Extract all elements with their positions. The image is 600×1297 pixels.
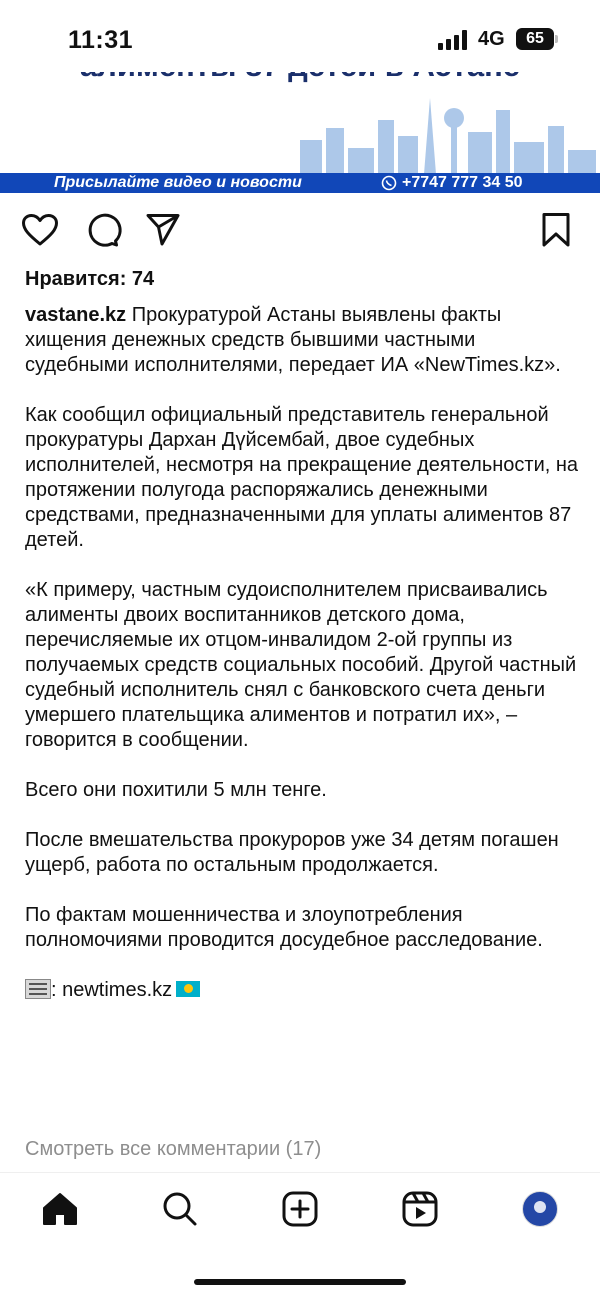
caption-paragraph [25,303,581,378]
battery-tip [555,35,558,43]
status-time: 11:31 [68,26,134,54]
create-post-icon[interactable] [278,1187,322,1231]
caption-source-line [25,978,581,1003]
share-icon[interactable] [143,208,183,252]
post-media[interactable] [0,72,600,193]
kazakhstan-flag-icon [176,981,200,997]
heart-icon[interactable] [20,208,60,252]
caption-username[interactable]: vastane.kz [25,304,127,326]
home-icon[interactable] [38,1187,82,1231]
profile-avatar[interactable] [518,1187,562,1231]
media-contact-band [0,173,600,193]
caption-paragraph: Всего они похитили 5 млн тенге. [25,779,327,801]
caption-paragraph: «К примеру, частным судоисполнителем присваивались алименты двоих воспитанников детского дома, перечисляемые их отцом-инвалидом 2-ой группы из получаемых средств социальных пособий. Другой частный судебный исполнитель снял с банковского счета деньги умершего плательщика алиментов и потратил их», – говорится в сообщении. [25,579,577,751]
caption-paragraph: По фактам мошенничества и злоупотребления полномочиями проводится досудебное расследование. [25,904,543,951]
search-icon[interactable] [158,1187,202,1231]
comment-icon[interactable] [82,208,122,252]
battery-indicator: 65 [516,28,554,50]
newspaper-icon [25,979,51,999]
network-type: 4G [478,28,505,50]
whatsapp-icon [381,175,397,191]
band-phone-number: +7747 777 34 50 [402,174,523,191]
home-indicator [194,1279,406,1285]
signal-icon [438,30,470,50]
bookmark-icon[interactable] [536,208,576,252]
post-caption [25,303,581,1028]
view-all-comments-link[interactable]: Смотреть все комментарии (17) [25,1138,322,1160]
caption-paragraph: После вмешательства прокуроров уже 34 детям погашен ущерб, работа по остальным продолжается. [25,829,559,876]
status-bar [0,0,600,72]
band-cta-text: Присылайте видео и новости [54,174,302,191]
reels-icon[interactable] [398,1187,442,1231]
avatar [522,1191,558,1227]
city-skyline-graphic [290,92,600,174]
post-actions [0,208,600,254]
caption-paragraph: Как сообщил официальный представитель генеральной прокуратуры Дархан Дүйсембай, двое судебных исполнителей, несмотря на прекращение деятельности, на протяжении полугода распоряжались денежными средствами, предназначенными для уплаты алиментов 87 детей. [25,404,579,551]
caption-text: Прокуратурой Астаны выявлены факты хищения денежных средств бывшими частными судебными исполнителями, передает ИА «NewTimes.kz». [25,304,561,376]
likes-count[interactable]: Нравится: 74 [25,268,155,290]
caption-source: : newtimes.kz [51,979,173,1001]
bottom-nav [0,1172,600,1297]
